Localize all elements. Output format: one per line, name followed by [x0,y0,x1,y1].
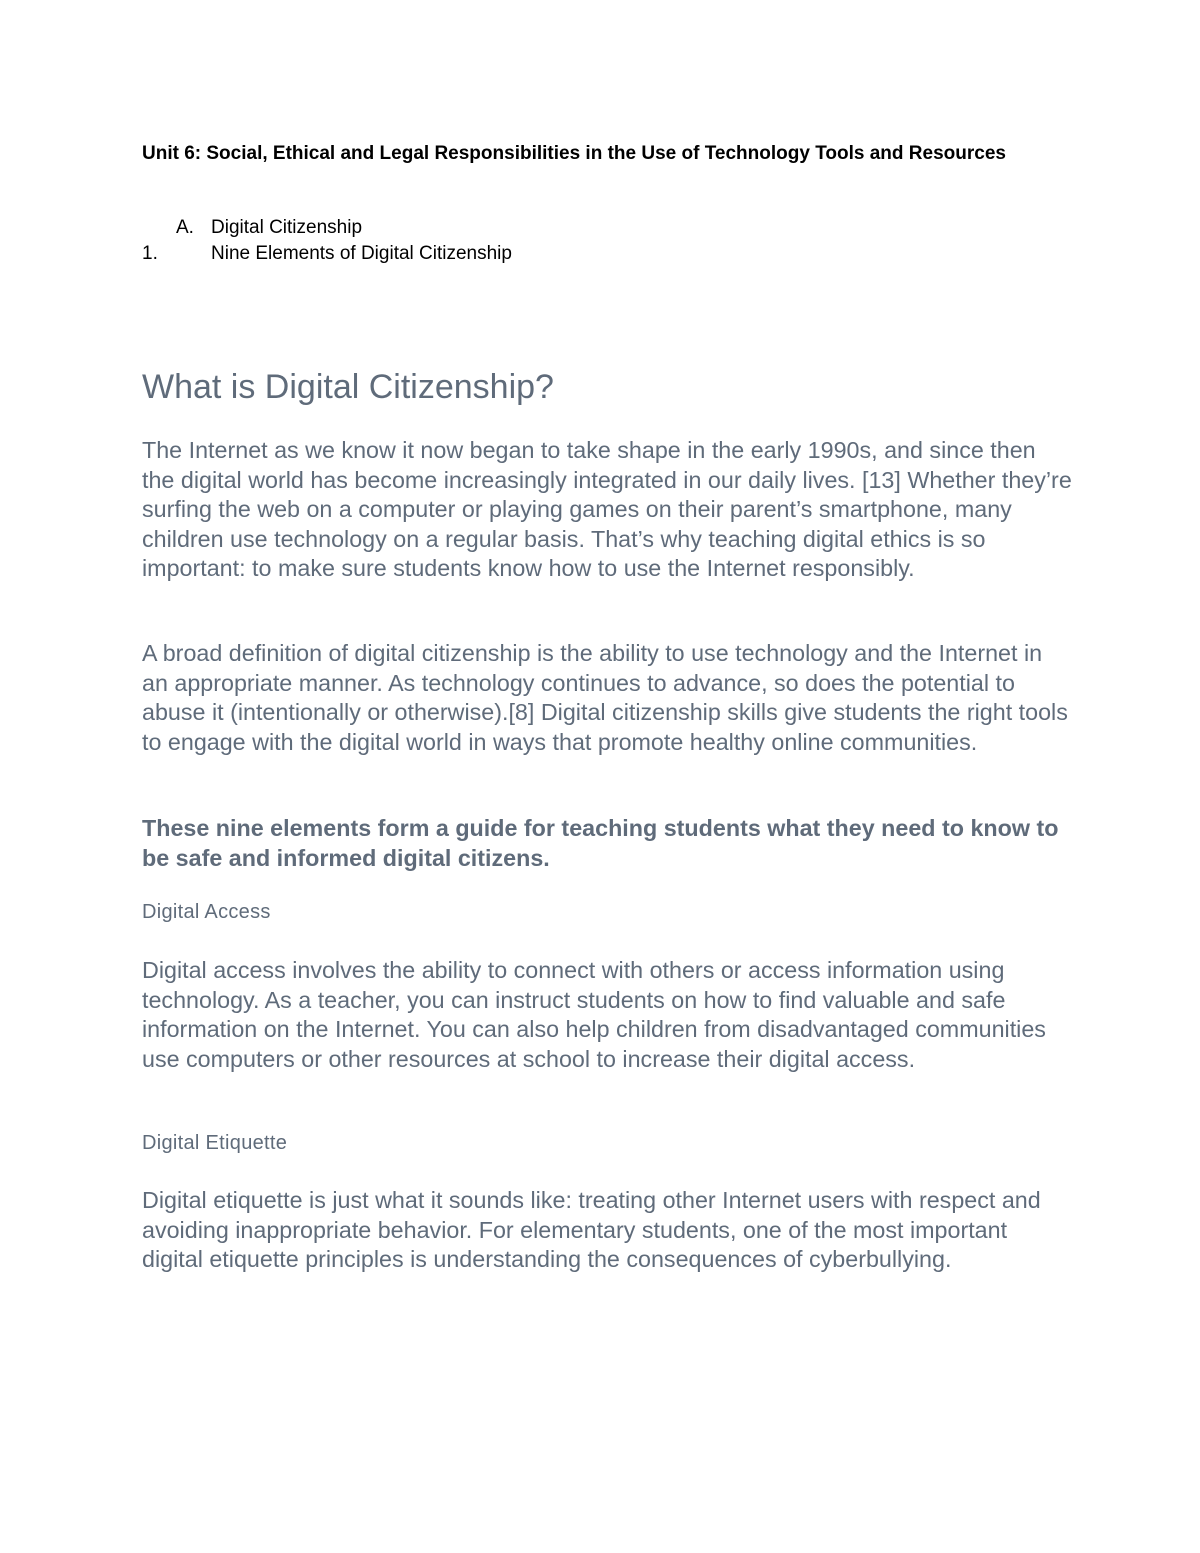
outline-marker: A. [176,217,194,238]
element-heading-digital-access: Digital Access [142,901,271,923]
element-body-digital-access: Digital access involves the ability to connect with others or access information using technology. As a teacher, you can instruct students on how to find valuable and safe information on the Internet. You can also help children from disadvantaged communities use computers or other resources at school to increase their digital access. [142,957,1046,1072]
outline-item-text: Nine Elements of Digital Citizenship [211,243,512,264]
definition-paragraph: A broad definition of digital citizenship is the ability to use technology and the Internet in an appropriate manner. As technology continues to advance, so does the potential to abuse it (intentionally or otherwise).[8] Digital citizenship skills give students the right tools to engage with the digital world in ways that promote healthy online communities. [142,640,1068,755]
outline-item-text: Digital Citizenship [211,217,363,238]
outline-item [142,215,842,241]
lead-paragraph: These nine elements form a guide for teaching students what they need to know to be safe and informed digital citizens. [142,815,1059,871]
section-heading: What is Digital Citizenship? [142,368,554,406]
outline-list [142,215,842,267]
intro-paragraph: The Internet as we know it now began to take shape in the early 1990s, and since then the digital world has become increasingly integrated in our daily lives. [13] Whether they’re surfing the web on a computer or playing games on their parent’s smartphone, many children use technology on a regular basis. That’s why teaching digital ethics is so important: to make sure students know how to use the Internet responsibly. [142,437,1072,581]
outline-item [142,241,842,267]
outline-marker: 1. [142,243,158,264]
unit-title: Unit 6: Social, Ethical and Legal Responsibilities in the Use of Technology Tools and Resources [142,143,1006,164]
element-heading-digital-etiquette: Digital Etiquette [142,1132,288,1154]
element-body-digital-etiquette: Digital etiquette is just what it sounds like: treating other Internet users with respect and avoiding inappropriate behavior. For elementary students, one of the most important digital etiquette principles is understanding the consequences of cyberbullying. [142,1187,1041,1272]
